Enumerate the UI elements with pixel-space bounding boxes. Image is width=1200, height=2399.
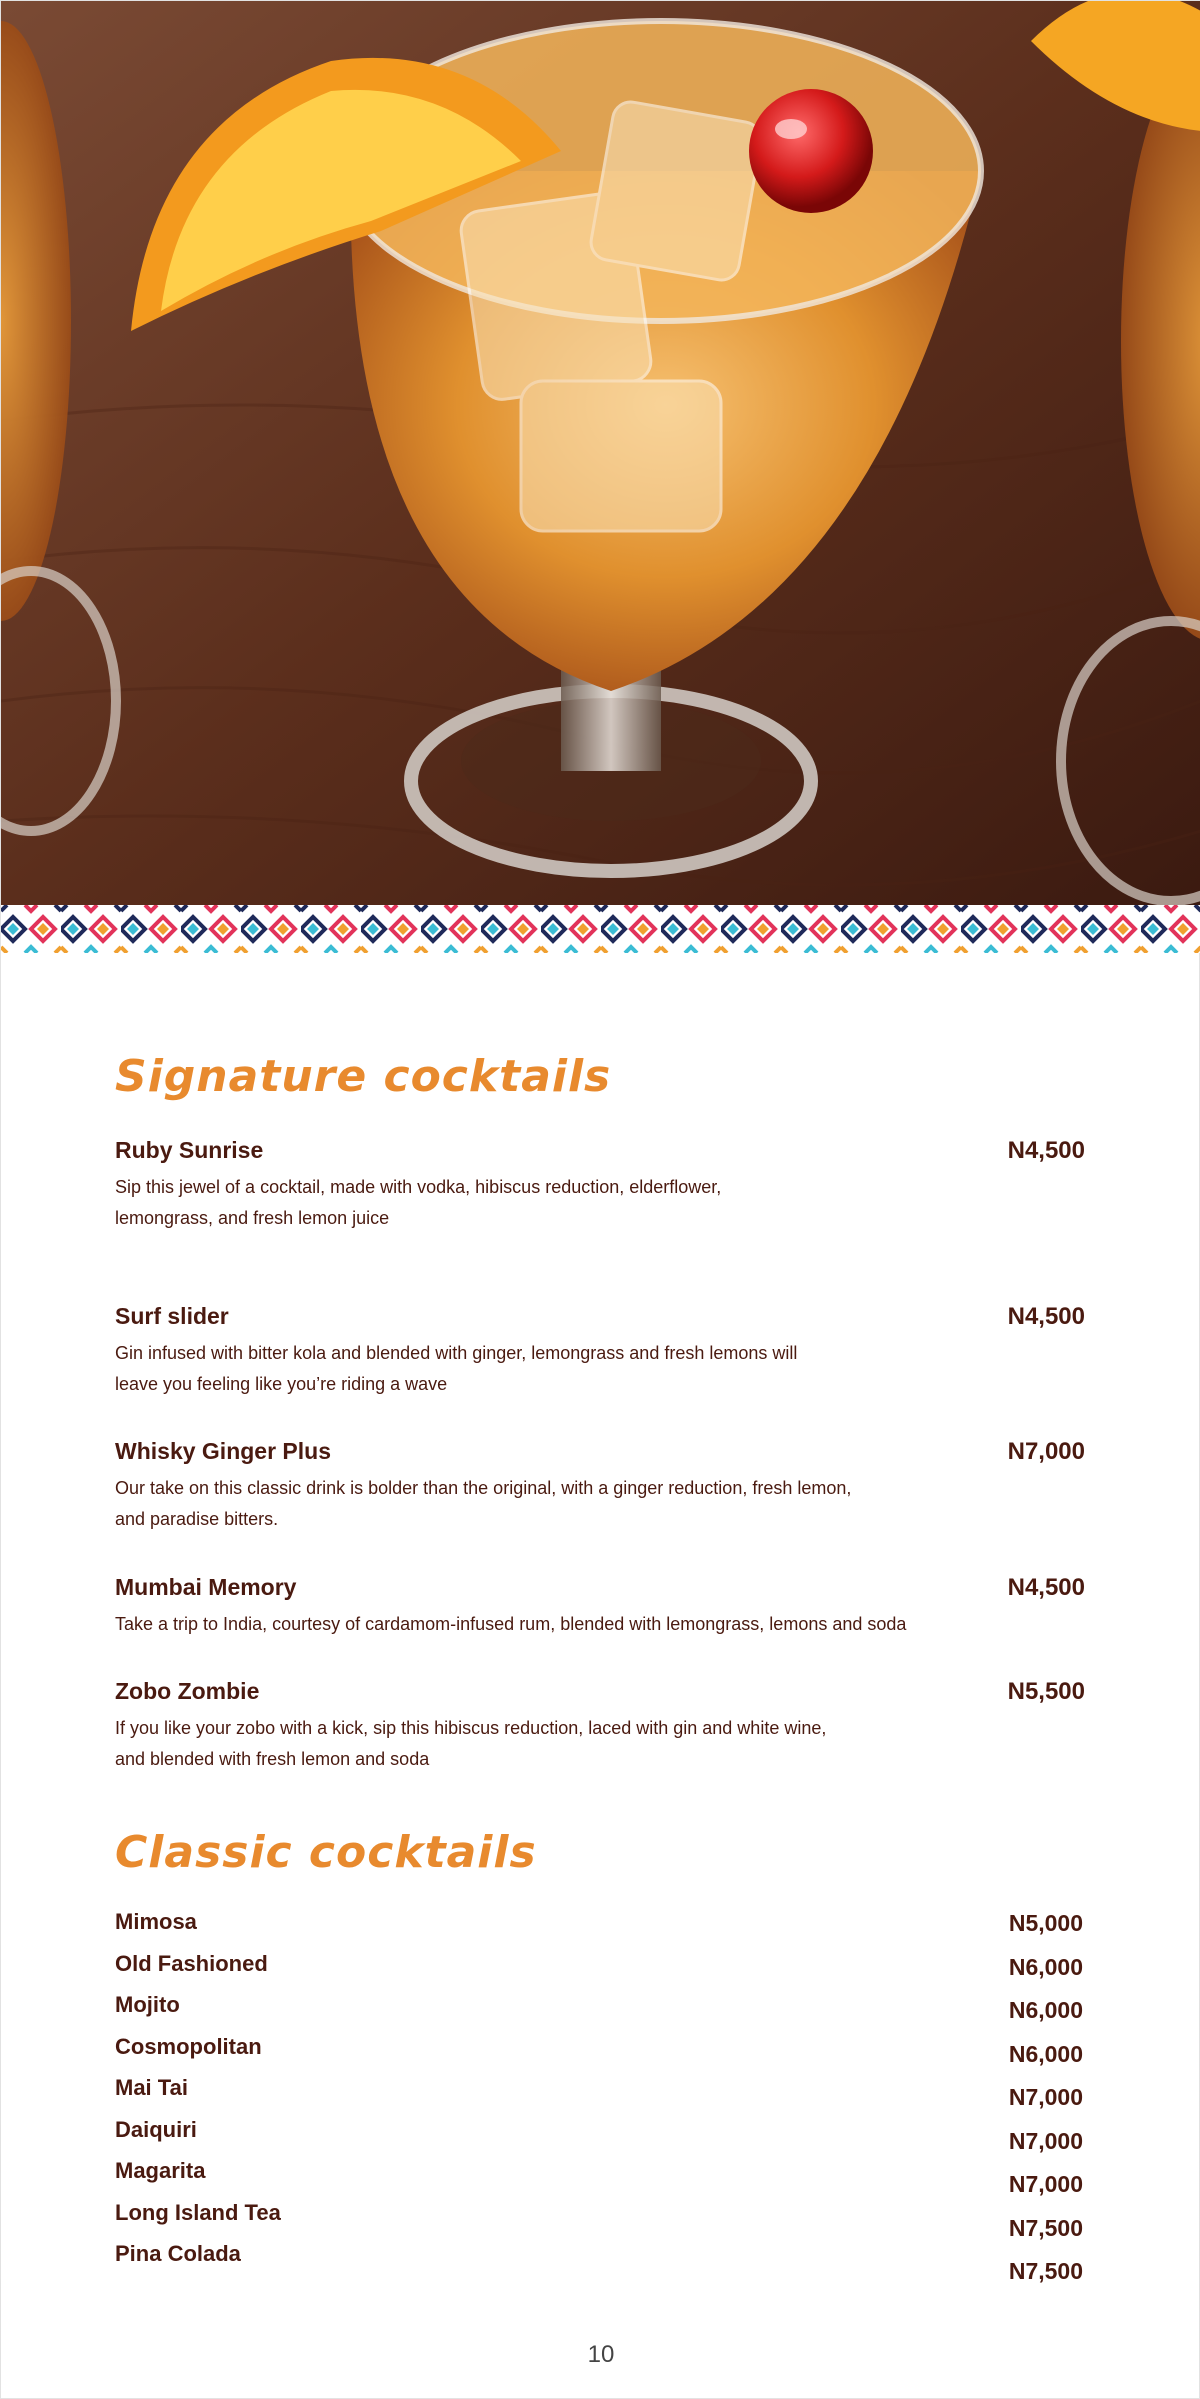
item-price: N4,500 xyxy=(1007,1574,1085,1601)
item-price: N4,500 xyxy=(1007,1303,1085,1330)
classic-prices-list xyxy=(1009,1907,1083,2299)
menu-item xyxy=(115,1303,1085,1400)
decorative-pattern-band xyxy=(1,905,1200,953)
list-item: Old Fashioned xyxy=(115,1950,268,1976)
classic-cocktails-heading: Classic cocktails xyxy=(115,1827,537,1878)
item-price: N6,000 xyxy=(1008,1953,1083,1980)
list-item: Pina Colada xyxy=(115,2241,241,2266)
menu-item xyxy=(115,1438,1085,1535)
list-item: Daiquiri xyxy=(115,2116,197,2142)
list-item: Magarita xyxy=(115,2158,206,2183)
list-item: Mojito xyxy=(115,1992,180,2017)
cocktail-photo xyxy=(1,1,1200,905)
item-description: Take a trip to India, courtesy of cardamom-infused rum, blended with lemongrass, lemons and soda xyxy=(115,1614,907,1634)
item-price: N7,000 xyxy=(1007,1438,1085,1465)
signature-cocktails-heading: Signature cocktails xyxy=(115,1051,612,1102)
item-description: Our take on this classic drink is bolder than the original, with a ginger reduction, fresh lemon, and paradise bitters. xyxy=(115,1478,852,1529)
classic-names-list xyxy=(115,1906,281,2280)
list-item: Long Island Tea xyxy=(115,2199,281,2225)
menu-item xyxy=(115,1678,1085,1775)
item-price: N7,500 xyxy=(1008,2214,1083,2241)
item-price: N7,000 xyxy=(1008,2127,1083,2154)
item-price: N5,500 xyxy=(1007,1678,1085,1705)
item-description: Gin infused with bitter kola and blended with ginger, lemongrass and fresh lemons will leave you feeling like you’re riding a wave xyxy=(115,1343,798,1394)
item-price: N4,500 xyxy=(1007,1137,1085,1164)
item-price: N6,000 xyxy=(1008,1997,1083,2023)
item-name: Zobo Zombie xyxy=(115,1678,260,1704)
item-name: Whisky Ginger Plus xyxy=(115,1438,331,1464)
item-price: N6,000 xyxy=(1008,2040,1083,2067)
item-price: N7,500 xyxy=(1008,2258,1083,2284)
list-item: Mai Tai xyxy=(115,2075,188,2100)
page-number: 10 xyxy=(587,2341,615,2368)
list-item: Mimosa xyxy=(115,1909,197,1934)
menu-item xyxy=(115,1574,1085,1640)
menu-item xyxy=(115,1137,1085,1234)
item-description: If you like your zobo with a kick, sip this hibiscus reduction, laced with gin and white wine, and blended with fresh lemon and soda xyxy=(115,1718,827,1769)
list-item: Cosmopolitan xyxy=(115,2033,262,2059)
item-price: N5,000 xyxy=(1008,1910,1083,1936)
item-name: Surf slider xyxy=(115,1303,229,1329)
item-name: Mumbai Memory xyxy=(115,1574,297,1600)
item-name: Ruby Sunrise xyxy=(115,1137,264,1163)
item-price: N7,000 xyxy=(1008,2171,1083,2197)
item-description: Sip this jewel of a cocktail, made with vodka, hibiscus reduction, elderflower, lemongrass, and fresh lemon juice xyxy=(115,1177,722,1228)
item-price: N7,000 xyxy=(1008,2084,1083,2110)
